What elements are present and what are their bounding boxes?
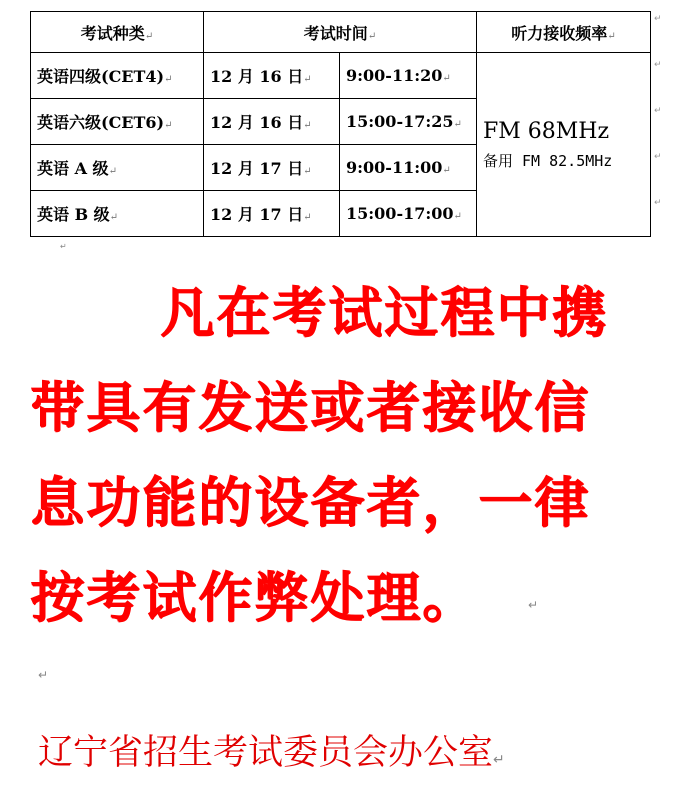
notice-line-1: 凡在考试过程中携 <box>160 281 608 344</box>
exam-time-cell: 9:00-11:00↵ <box>340 145 477 191</box>
frequency-backup: 备用 FM 82.5MHz <box>483 151 613 170</box>
frequency-cell <box>477 53 651 237</box>
exam-schedule-table <box>30 11 651 237</box>
exam-time-cell: 9:00-11:20↵ <box>340 53 477 99</box>
paragraph-mark: ↵ <box>38 668 49 682</box>
exam-date-cell: 12 月 17 日↵ <box>204 191 340 237</box>
paragraph-mark: ↵ <box>60 242 67 251</box>
notice-line-3: 息功能的设备者，一律 <box>30 471 590 534</box>
exam-date-cell: 12 月 16 日↵ <box>204 53 340 99</box>
header-listening-frequency: 听力接收频率↵ <box>477 12 651 53</box>
table-row <box>31 53 651 99</box>
row-end-mark: ↵ <box>654 60 662 70</box>
row-end-mark: ↵ <box>654 106 662 116</box>
paragraph-mark: ↵ <box>528 598 539 612</box>
exam-date-cell: 12 月 17 日↵ <box>204 145 340 191</box>
exam-date-cell: 12 月 16 日↵ <box>204 99 340 145</box>
header-exam-time: 考试时间↵ <box>204 12 477 53</box>
row-end-mark: ↵ <box>654 14 662 24</box>
row-end-mark: ↵ <box>654 198 662 208</box>
notice-line-4: 按考试作弊处理。 <box>30 566 478 629</box>
notice-line-2: 带具有发送或者接收信 <box>30 376 590 439</box>
exam-name-cell: 英语 B 级↵ <box>31 191 204 237</box>
exam-name-cell: 英语四级(CET4)↵ <box>31 53 204 99</box>
exam-name-cell: 英语六级(CET6)↵ <box>31 99 204 145</box>
row-end-mark: ↵ <box>654 152 662 162</box>
header-exam-type: 考试种类↵ <box>31 12 204 53</box>
table-header-row <box>31 12 651 53</box>
frequency-main: FM 68MHz <box>483 118 610 144</box>
issuer-text: 辽宁省招生考试委员会办公室↵ <box>38 733 505 773</box>
exam-time-cell: 15:00-17:25↵ <box>340 99 477 145</box>
exam-time-cell: 15:00-17:00↵ <box>340 191 477 237</box>
exam-name-cell: 英语 A 级↵ <box>31 145 204 191</box>
